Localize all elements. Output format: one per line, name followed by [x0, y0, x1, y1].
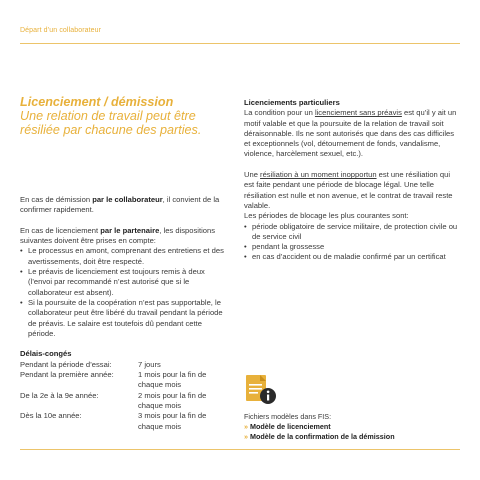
bottom-divider [20, 449, 460, 450]
list-item: • Si la poursuite de la coopération n’est pas supportable, le collaborateur peut être libéré du travail pendant la période de préavis. Le salaire est toutefois dû pendant cette période. [20, 298, 228, 339]
resignation-text-post: , il convient de la confirmer rapidement. [20, 195, 220, 215]
fis-link-item [244, 422, 460, 432]
list-item: • pendant la grossesse [244, 242, 462, 252]
notice-label: Pendant la première année: [20, 370, 114, 380]
without-notice-text-pre: La condition pour un [244, 108, 315, 118]
notice-value: 7 jours [138, 359, 161, 369]
dismissal-text-pre: En cas de licenciement [20, 225, 101, 235]
left-column [20, 195, 228, 432]
arrow-icon: » [244, 421, 248, 431]
notice-value: 1 mois pour la fin de chaque mois [138, 370, 207, 390]
table-row [20, 370, 228, 391]
blocking-periods-list [244, 222, 462, 263]
dismissal-template-link[interactable]: Modèle de licenciement [250, 421, 331, 431]
page-title: Licenciement / démission [20, 95, 174, 109]
list-item: • en cas d’accident ou de maladie confirmé par un certificat [244, 252, 462, 262]
list-item: • Le préavis de licenciement est toujours remis à deux (l’envoi par recommandé n’est autorisé que si le collaborateur est absent). [20, 267, 228, 298]
document-info-icon [244, 374, 278, 408]
notice-label: De la 2e à la 9e année: [20, 390, 99, 400]
without-notice-link[interactable]: licenciement sans préavis [314, 108, 402, 118]
notice-periods-table [20, 360, 228, 432]
notice-label: Pendant la période d’essai: [20, 359, 112, 369]
without-notice-text-post: est qu’il y ait un motif valable et que la poursuite de la relation de travail soit déraisonnable. Ils ne sont autorisés que dans des cas difficiles et exceptionnels (vol, détournement de fonds, vandalisme, violence, harcèlement sexuel, etc.). [244, 108, 457, 159]
notice-periods-heading: Délais-congés [20, 349, 72, 359]
dismissal-rules-list [20, 246, 228, 339]
dismissal-bold: par le partenaire [100, 225, 160, 235]
resignation-text-pre: En cas de démission [20, 195, 93, 204]
breadcrumb: Départ d’un collaborateur [20, 27, 102, 34]
inopportune-text-pre: Une [244, 170, 261, 180]
blocking-periods-intro: Les périodes de blocage les plus courantes sont: [244, 211, 409, 221]
section-title [20, 95, 228, 137]
list-item: • Le processus en amont, comprenant des entretiens et des avertissements, doit être respecté. [20, 246, 228, 267]
table-row [20, 391, 228, 412]
list-item: • période obligatoire de service militaire, de protection civile ou de service civil [244, 222, 462, 243]
dismissal-text-post: , les dispositions suivantes doivent être prises en compte: [20, 225, 216, 246]
resignation-paragraph [20, 195, 228, 216]
inopportune-link[interactable]: résiliation à un moment inopportun [260, 170, 377, 180]
right-column [244, 98, 462, 263]
dismissal-paragraph [20, 226, 228, 247]
without-notice-paragraph [244, 108, 462, 159]
notice-value: 3 mois pour la fin de chaque mois [138, 411, 207, 431]
resignation-bold: par le collaborateur [92, 195, 163, 204]
fis-intro: Fichiers modèles dans FIS: [244, 412, 332, 421]
inopportune-paragraph [244, 170, 462, 211]
fis-templates [244, 412, 460, 441]
table-row [20, 360, 228, 370]
top-divider [20, 43, 460, 44]
resignation-confirmation-template-link[interactable]: Modèle de la confirmation de la démission [250, 431, 395, 441]
arrow-icon: » [244, 431, 248, 441]
special-dismissals-heading: Licenciements particuliers [244, 98, 340, 107]
inopportune-text-post: est une résiliation qui est faite pendant une période de blocage légal. Une telle résiliation est nulle et non avenue, et le contrat de travail reste valable. [244, 170, 453, 210]
fis-link-item [244, 432, 460, 442]
table-row [20, 411, 228, 432]
notice-value: 2 mois pour la fin de chaque mois [138, 390, 207, 410]
page-subtitle: Une relation de travail peut être résiliée par chacune des parties. [20, 109, 202, 137]
notice-label: Dès la 10e année: [20, 411, 82, 421]
